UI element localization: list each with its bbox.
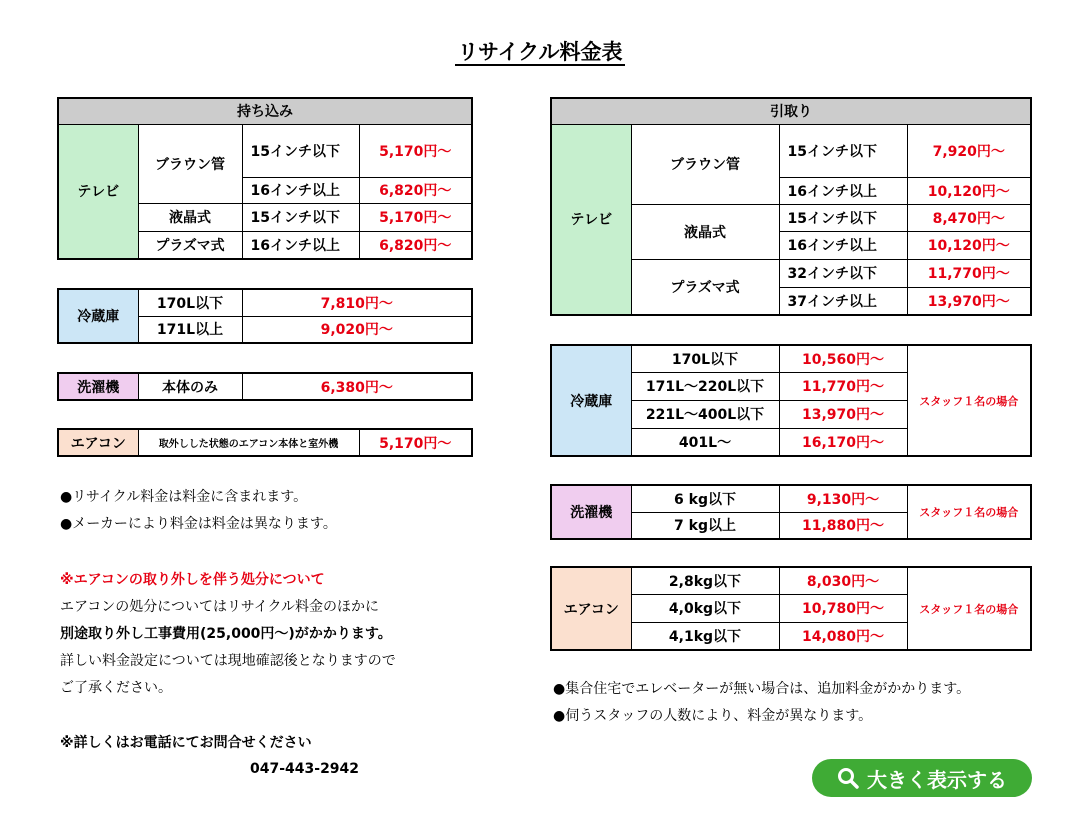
pickup-tv-table <box>550 97 1032 316</box>
tv-type: ブラウン管 <box>138 124 242 203</box>
tv-size: 16インチ以上 <box>242 177 359 203</box>
washer-size: 本体のみ <box>138 373 242 400</box>
aircon-price: 5,170円～ <box>359 429 472 456</box>
tv-price: 8,470円～ <box>907 204 1031 231</box>
tv-price: 11,770円～ <box>907 259 1031 287</box>
washer-size: 6 kg以下 <box>631 485 779 512</box>
note: ●メーカーにより料金は料金は異なります。 <box>60 516 337 532</box>
tv-price: 7,920円～ <box>907 124 1031 177</box>
enlarge-button-label: 大きく表示する <box>867 767 1007 792</box>
carry-in-washer-table <box>57 372 473 401</box>
tv-type: プラズマ式 <box>631 259 779 315</box>
fridge-price: 7,810円～ <box>242 289 472 316</box>
fridge-price: 10,560円～ <box>779 345 907 372</box>
aircon-size: 4,1kg以下 <box>631 622 779 650</box>
washer-price: 11,880円～ <box>779 512 907 539</box>
search-icon <box>837 767 859 789</box>
aircon-price: 8,030円～ <box>779 567 907 594</box>
tv-size: 16インチ以上 <box>242 231 359 259</box>
note: エアコンの処分についてはリサイクル料金のほかに <box>60 599 380 615</box>
tv-size: 37インチ以上 <box>779 287 907 315</box>
note: ●集合住宅でエレベーターが無い場合は、追加料金がかかります。 <box>553 681 971 697</box>
tv-price: 5,170円～ <box>359 124 472 177</box>
tv-type: ブラウン管 <box>631 124 779 204</box>
left-notes <box>60 484 337 538</box>
washer-category: 洗濯機 <box>58 373 138 400</box>
aircon-category: エアコン <box>551 567 631 650</box>
note: ●リサイクル料金は料金に含まれます。 <box>60 489 308 505</box>
enlarge-button[interactable] <box>812 759 1032 797</box>
tv-price: 5,170円～ <box>359 203 472 231</box>
page-title: リサイクル料金表 <box>457 40 623 64</box>
staff-note: スタッフ１名の場合 <box>907 567 1031 650</box>
aircon-price: 14,080円～ <box>779 622 907 650</box>
aircon-price: 10,780円～ <box>779 594 907 622</box>
carry-in-aircon-table <box>57 428 473 457</box>
fridge-category: 冷蔵庫 <box>551 345 631 456</box>
carry-in-fridge-table <box>57 288 473 344</box>
fridge-price: 11,770円～ <box>779 372 907 400</box>
fridge-price: 13,970円～ <box>779 400 907 428</box>
tv-price: 10,120円～ <box>907 231 1031 259</box>
staff-note: スタッフ１名の場合 <box>907 345 1031 456</box>
tv-category: テレビ <box>551 124 631 315</box>
phone-number: 047-443-2942 <box>250 761 360 777</box>
tv-size: 16インチ以上 <box>779 231 907 259</box>
tv-price: 6,820円～ <box>359 177 472 203</box>
tv-price: 13,970円～ <box>907 287 1031 315</box>
fridge-size: 221L～400L以下 <box>631 400 779 428</box>
aircon-size: 4,0kg以下 <box>631 594 779 622</box>
tv-type: 液晶式 <box>138 203 242 231</box>
fridge-size: 170L以下 <box>138 289 242 316</box>
tv-size: 15インチ以下 <box>779 124 907 177</box>
fridge-price: 9,020円～ <box>242 316 472 343</box>
note: ●伺うスタッフの人数により、料金が異なります。 <box>553 708 873 724</box>
pickup-washer-table <box>550 484 1032 540</box>
aircon-desc: 取外しした状態のエアコン本体と室外機 <box>138 429 359 456</box>
tv-size: 15インチ以下 <box>242 124 359 177</box>
tv-size: 15インチ以下 <box>242 203 359 231</box>
aircon-notes <box>60 567 396 702</box>
aircon-note-heading: ※エアコンの取り外しを伴う処分について <box>60 572 325 588</box>
carry-in-tv-table <box>57 97 473 260</box>
note: 詳しい料金設定については現地確認後となりますので <box>60 653 396 669</box>
washer-price: 6,380円～ <box>242 373 472 400</box>
fridge-size: 171L以上 <box>138 316 242 343</box>
tv-price: 10,120円～ <box>907 177 1031 204</box>
right-notes <box>553 676 970 730</box>
staff-note: スタッフ１名の場合 <box>907 485 1031 539</box>
tv-type: プラズマ式 <box>138 231 242 259</box>
pickup-fridge-table <box>550 344 1032 457</box>
tv-size: 16インチ以上 <box>779 177 907 204</box>
pickup-aircon-table <box>550 566 1032 651</box>
tv-price: 6,820円～ <box>359 231 472 259</box>
fridge-price: 16,170円～ <box>779 428 907 456</box>
pickup-header: 引取り <box>551 98 1031 124</box>
note: ご了承ください。 <box>60 680 172 696</box>
fridge-size: 170L以下 <box>631 345 779 372</box>
washer-category: 洗濯機 <box>551 485 631 539</box>
washer-size: 7 kg以上 <box>631 512 779 539</box>
tv-category: テレビ <box>58 124 138 259</box>
fridge-category: 冷蔵庫 <box>58 289 138 343</box>
fridge-size: 171L～220L以下 <box>631 372 779 400</box>
aircon-size: 2,8kg以下 <box>631 567 779 594</box>
contact-note <box>60 730 312 757</box>
fridge-size: 401L～ <box>631 428 779 456</box>
aircon-category: エアコン <box>58 429 138 456</box>
note: 別途取り外し工事費用(25,000円～)がかかります。 <box>60 626 392 642</box>
tv-size: 15インチ以下 <box>779 204 907 231</box>
washer-price: 9,130円～ <box>779 485 907 512</box>
tv-size: 32インチ以下 <box>779 259 907 287</box>
carry-in-header: 持ち込み <box>58 98 472 124</box>
tv-type: 液晶式 <box>631 204 779 259</box>
contact-text: ※詳しくはお電話にてお問合せください <box>60 735 312 751</box>
